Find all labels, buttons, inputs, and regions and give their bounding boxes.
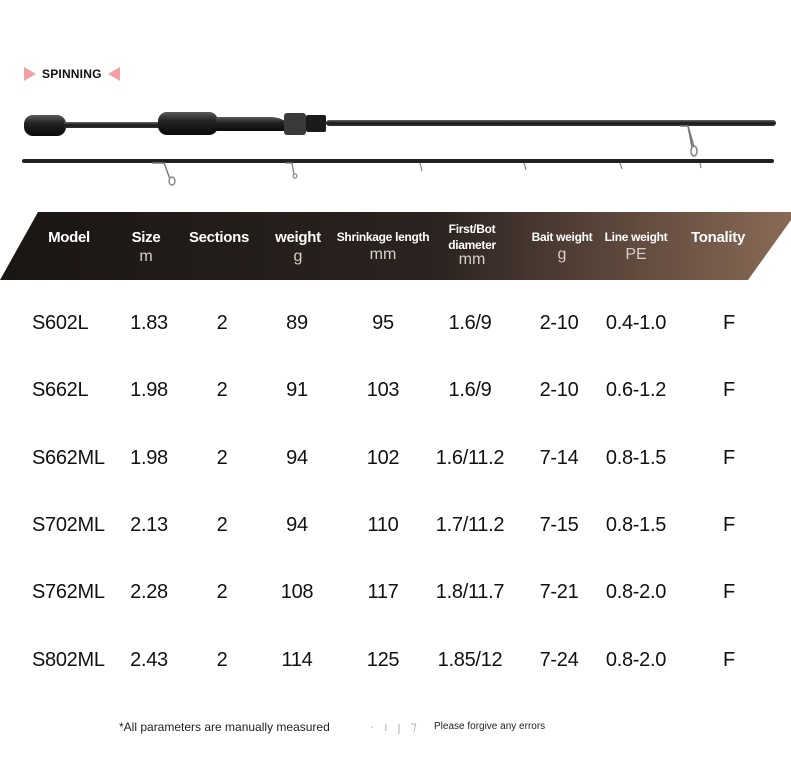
cell-diameter: 1.6/9 (448, 379, 492, 401)
cell-model: S702ML (32, 514, 105, 536)
cell-size: 1.98 (130, 379, 168, 401)
table-row (0, 303, 791, 343)
table-row (0, 572, 791, 612)
cell-sections: 2 (216, 581, 228, 603)
cell-sections: 2 (216, 514, 228, 536)
header-bait-weight-unit: g (557, 246, 567, 263)
measurement-note: *All parameters are manually measured (119, 720, 330, 734)
cell-tonality: F (723, 649, 735, 671)
cell-weight: 89 (286, 312, 308, 334)
cell-model: S662L (32, 379, 89, 401)
rod-butt-section (24, 112, 776, 156)
table-header (0, 212, 791, 280)
cell-weight: 114 (281, 649, 313, 671)
cell-line-weight: 0.8-2.0 (605, 649, 667, 671)
header-bait-weight (526, 212, 598, 280)
header-tonality (684, 212, 752, 280)
header-weight-title: weight (275, 229, 321, 246)
cell-bait-weight: 2-10 (539, 379, 579, 401)
spinning-label: SPINNING (42, 67, 102, 81)
cell-line-weight: 0.8-2.0 (605, 581, 667, 603)
cell-weight: 94 (286, 447, 308, 469)
spinning-tag (24, 66, 120, 82)
triangle-left-icon (108, 67, 120, 81)
rod-tip-section (22, 159, 774, 185)
cell-shrinkage: 110 (367, 514, 399, 536)
header-size-title: Size (131, 229, 161, 246)
watermark-smudge: · ı ꞁ ⁊ (370, 719, 420, 734)
table-row (0, 370, 791, 410)
cell-line-weight: 0.8-1.5 (605, 447, 667, 469)
cell-size: 1.98 (130, 447, 168, 469)
header-tonality-title: Tonality (691, 229, 745, 246)
header-line-weight (600, 212, 672, 280)
cell-sections: 2 (216, 312, 228, 334)
header-shrinkage (332, 212, 434, 280)
cell-tonality: F (723, 514, 735, 536)
header-size (124, 212, 168, 280)
cell-shrinkage: 102 (366, 447, 400, 469)
table-row (0, 438, 791, 478)
error-note: Please forgive any errors (434, 721, 546, 732)
header-line-weight-title: Line weight (604, 230, 668, 244)
header-diameter-title: First/Bot diameter (448, 222, 496, 252)
header-weight-unit: g (293, 248, 303, 265)
cell-diameter: 1.7/11.2 (435, 514, 505, 536)
header-diameter-unit: mm (458, 251, 486, 268)
header-sections (184, 212, 254, 280)
cell-weight: 94 (286, 514, 308, 536)
table-row (0, 640, 791, 680)
cell-bait-weight: 7-14 (539, 447, 579, 469)
cell-bait-weight: 2-10 (539, 312, 579, 334)
cell-tonality: F (723, 379, 735, 401)
header-diameter (436, 212, 508, 280)
header-weight (270, 212, 326, 280)
cell-bait-weight: 7-24 (539, 649, 579, 671)
fishing-rod-illustration (0, 95, 791, 195)
cell-tonality: F (723, 581, 735, 603)
cell-shrinkage: 95 (372, 312, 394, 334)
cell-shrinkage: 103 (366, 379, 400, 401)
cell-weight: 108 (280, 581, 314, 603)
cell-line-weight: 0.4-1.0 (605, 312, 667, 334)
cell-size: 2.28 (130, 581, 168, 603)
cell-sections: 2 (216, 447, 228, 469)
cell-model: S602L (32, 312, 89, 334)
header-sections-title: Sections (188, 229, 250, 246)
cell-size: 2.43 (130, 649, 168, 671)
cell-size: 2.13 (130, 514, 168, 536)
footer (0, 716, 791, 740)
cell-bait-weight: 7-21 (539, 581, 579, 603)
header-model-title: Model (48, 229, 90, 246)
header-shrinkage-title: Shrinkage length (336, 230, 430, 244)
header-size-unit: m (139, 248, 153, 265)
cell-diameter: 1.85/12 (437, 649, 503, 671)
cell-shrinkage: 125 (366, 649, 400, 671)
header-shrinkage-unit: mm (369, 246, 397, 263)
cell-sections: 2 (216, 649, 228, 671)
cell-model: S662ML (32, 447, 105, 469)
cell-model: S802ML (32, 649, 105, 671)
cell-model: S762ML (32, 581, 105, 603)
cell-tonality: F (723, 312, 735, 334)
triangle-right-icon (24, 67, 36, 81)
cell-sections: 2 (216, 379, 228, 401)
cell-diameter: 1.6/11.2 (435, 447, 505, 469)
cell-tonality: F (723, 447, 735, 469)
cell-bait-weight: 7-15 (539, 514, 579, 536)
cell-weight: 91 (286, 379, 308, 401)
table-row (0, 505, 791, 545)
cell-diameter: 1.6/9 (448, 312, 492, 334)
cell-shrinkage: 117 (367, 581, 399, 603)
header-bait-weight-title: Bait weight (531, 230, 593, 244)
cell-line-weight: 0.8-1.5 (605, 514, 667, 536)
header-line-weight-unit: PE (625, 246, 647, 263)
cell-size: 1.83 (130, 312, 168, 334)
header-model (40, 212, 98, 280)
cell-diameter: 1.8/11.7 (435, 581, 505, 603)
cell-line-weight: 0.6-1.2 (605, 379, 667, 401)
